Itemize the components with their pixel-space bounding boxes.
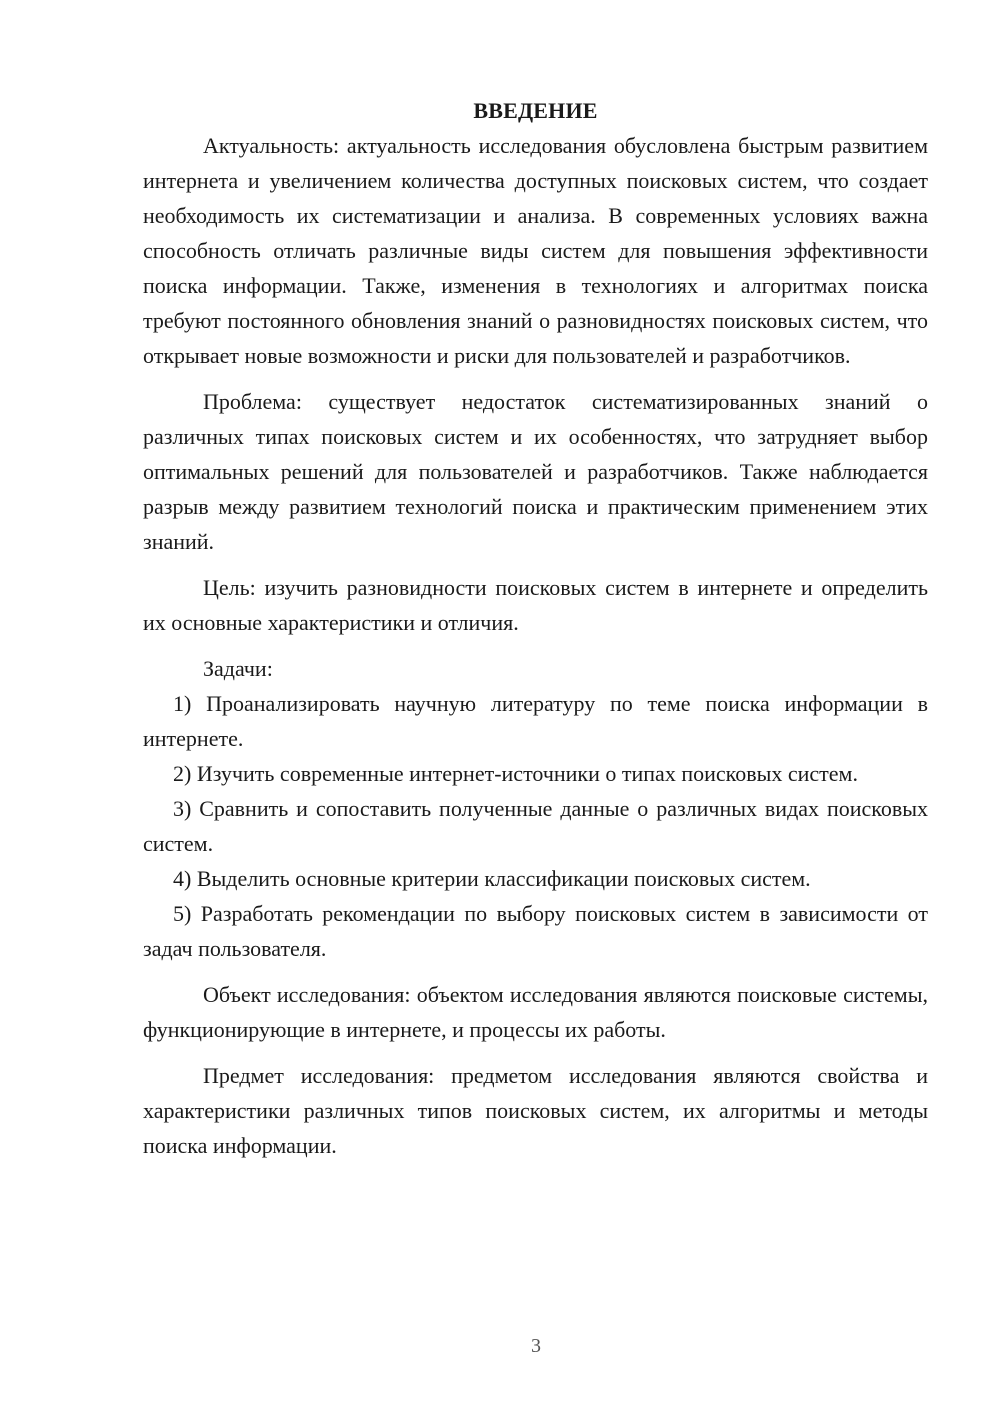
task-item-1: 1) Проанализировать научную литературу по теме поиска информации в интернете. [143, 691, 928, 751]
paragraph-problem: Проблема: существует недостаток систематизированных знаний о различных типах поисковых систем и их особенностях, что затрудняет выбор оптимальных решений для пользователей и разработчиков. Также наблюдается разрыв между развитием технологий поиска и практическим применением этих знаний. [143, 389, 928, 554]
paragraph-relevance: Актуальность: актуальность исследования обусловлена быстрым развитием интернета и увеличением количества доступных поисковых систем, что создает необходимость их систематизации и анализа. В современных условиях важна способность отличать различные виды систем для повышения эффективности поиска информации. Также, изменения в технологиях и алгоритмах поиска требуют постоянного обновления знаний о разновидностях поисковых систем, что открывает новые возможности и риски для пользователей и разработчиков. [143, 133, 928, 368]
paragraph-goal: Цель: изучить разновидности поисковых систем в интернете и определить их основные характеристики и отличия. [143, 575, 928, 635]
paragraph-object: Объект исследования: объектом исследования являются поисковые системы, функционирующие в интернете, и процессы их работы. [143, 982, 928, 1042]
page-number: 3 [531, 1335, 541, 1357]
paragraph-subject: Предмет исследования: предметом исследования являются свойства и характеристики различных типов поисковых систем, их алгоритмы и методы поиска информации. [143, 1063, 928, 1158]
page-title: ВВЕДЕНИЕ [473, 98, 598, 123]
tasks-heading: Задачи: [203, 656, 273, 681]
task-item-3: 3) Сравнить и сопоставить полученные данные о различных видах поисковых систем. [143, 796, 928, 856]
task-item-5: 5) Разработать рекомендации по выбору поисковых систем в зависимости от задач пользователя. [143, 901, 928, 961]
document-page [143, 94, 928, 1163]
task-item-4: 4) Выделить основные критерии классификации поисковых систем. [173, 866, 811, 891]
task-item-2: 2) Изучить современные интернет-источники о типах поисковых систем. [173, 761, 858, 786]
